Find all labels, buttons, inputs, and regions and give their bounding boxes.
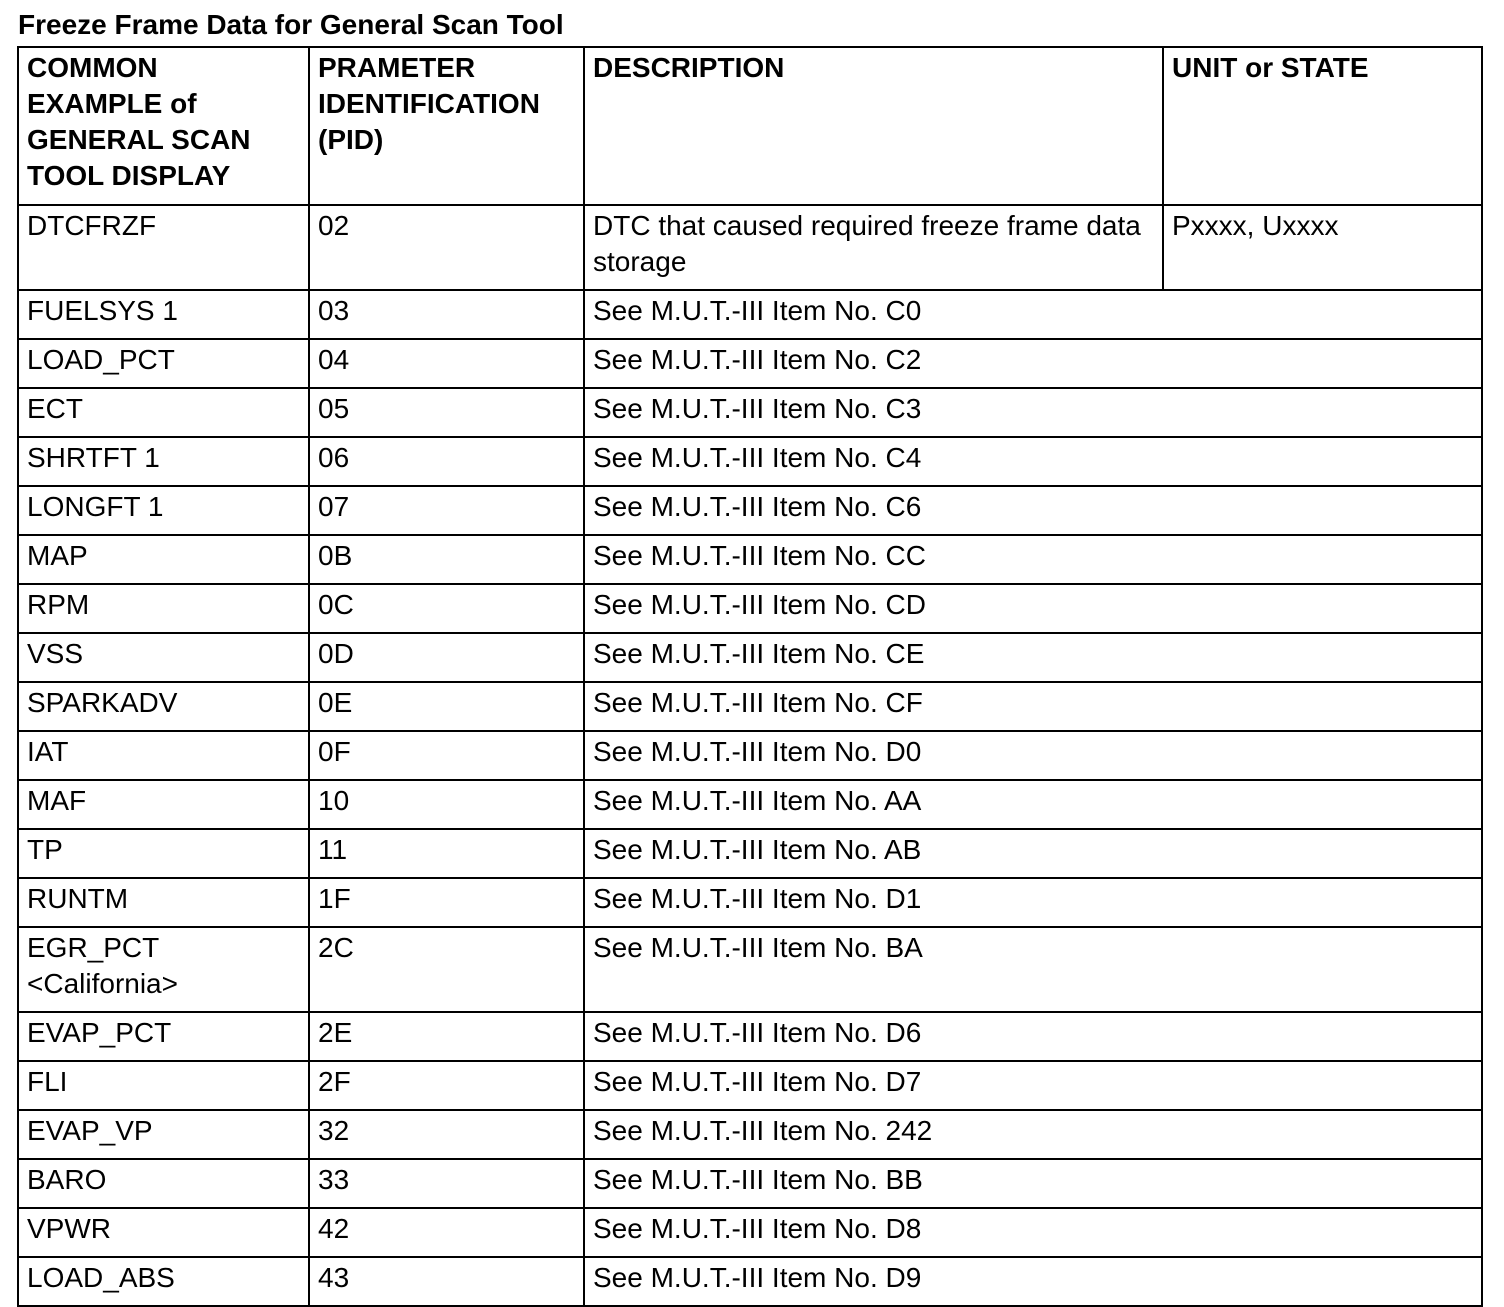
cell-description: See M.U.T.-III Item No. C0 <box>584 290 1482 339</box>
cell-pid: 2E <box>309 1012 584 1061</box>
table-row <box>18 878 1482 927</box>
cell-display: LOAD_ABS <box>18 1257 309 1306</box>
table-row <box>18 535 1482 584</box>
cell-display: BARO <box>18 1159 309 1208</box>
cell-pid: 1F <box>309 878 584 927</box>
cell-pid: 0F <box>309 731 584 780</box>
cell-pid: 0E <box>309 682 584 731</box>
cell-description: See M.U.T.-III Item No. D0 <box>584 731 1482 780</box>
table-row <box>18 1159 1482 1208</box>
cell-pid: 42 <box>309 1208 584 1257</box>
table-row <box>18 584 1482 633</box>
cell-pid: 2C <box>309 927 584 1012</box>
header-display: COMMON EXAMPLE of GENERAL SCAN TOOL DISPLAY <box>18 47 309 205</box>
header-pid: PRAMETER IDENTIFICATION (PID) <box>309 47 584 205</box>
cell-pid: 05 <box>309 388 584 437</box>
cell-description: See M.U.T.-III Item No. AB <box>584 829 1482 878</box>
cell-display: SPARKADV <box>18 682 309 731</box>
cell-display: RUNTM <box>18 878 309 927</box>
cell-pid: 11 <box>309 829 584 878</box>
table-row <box>18 927 1482 1012</box>
cell-description: See M.U.T.-III Item No. C4 <box>584 437 1482 486</box>
cell-pid: 02 <box>309 205 584 290</box>
cell-description: See M.U.T.-III Item No. BA <box>584 927 1482 1012</box>
cell-pid: 10 <box>309 780 584 829</box>
cell-description: See M.U.T.-III Item No. D8 <box>584 1208 1482 1257</box>
cell-display: LONGFT 1 <box>18 486 309 535</box>
cell-display: ECT <box>18 388 309 437</box>
table-row <box>18 486 1482 535</box>
cell-description: DTC that caused required freeze frame data storage <box>584 205 1163 290</box>
cell-description: See M.U.T.-III Item No. D1 <box>584 878 1482 927</box>
cell-pid: 04 <box>309 339 584 388</box>
table-row <box>18 1012 1482 1061</box>
cell-description: See M.U.T.-III Item No. CF <box>584 682 1482 731</box>
cell-pid: 03 <box>309 290 584 339</box>
table-row <box>18 780 1482 829</box>
cell-display: VPWR <box>18 1208 309 1257</box>
header-unit: UNIT or STATE <box>1163 47 1482 205</box>
cell-display: SHRTFT 1 <box>18 437 309 486</box>
cell-description: See M.U.T.-III Item No. 242 <box>584 1110 1482 1159</box>
cell-description: See M.U.T.-III Item No. D7 <box>584 1061 1482 1110</box>
cell-unit: Pxxxx, Uxxxx <box>1163 205 1482 290</box>
cell-pid: 43 <box>309 1257 584 1306</box>
cell-description: See M.U.T.-III Item No. CD <box>584 584 1482 633</box>
cell-pid: 32 <box>309 1110 584 1159</box>
cell-description: See M.U.T.-III Item No. BB <box>584 1159 1482 1208</box>
cell-pid: 0D <box>309 633 584 682</box>
table-row <box>18 437 1482 486</box>
table-row <box>18 1208 1482 1257</box>
table-row <box>18 829 1482 878</box>
cell-display: DTCFRZF <box>18 205 309 290</box>
table-row <box>18 205 1482 290</box>
cell-description: See M.U.T.-III Item No. D6 <box>584 1012 1482 1061</box>
cell-pid: 0B <box>309 535 584 584</box>
cell-pid: 33 <box>309 1159 584 1208</box>
table-row <box>18 731 1482 780</box>
table-row <box>18 290 1482 339</box>
page-title: Freeze Frame Data for General Scan Tool <box>18 9 564 40</box>
cell-description: See M.U.T.-III Item No. C2 <box>584 339 1482 388</box>
cell-pid: 2F <box>309 1061 584 1110</box>
cell-pid: 0C <box>309 584 584 633</box>
freeze-frame-table <box>17 46 1483 1307</box>
cell-display: LOAD_PCT <box>18 339 309 388</box>
cell-display: FUELSYS 1 <box>18 290 309 339</box>
table-row <box>18 1257 1482 1306</box>
cell-description: See M.U.T.-III Item No. CC <box>584 535 1482 584</box>
cell-description: See M.U.T.-III Item No. D9 <box>584 1257 1482 1306</box>
cell-display: RPM <box>18 584 309 633</box>
header-description: DESCRIPTION <box>584 47 1163 205</box>
table-header-row <box>18 47 1482 205</box>
table-row <box>18 1061 1482 1110</box>
table-row <box>18 682 1482 731</box>
cell-description: See M.U.T.-III Item No. CE <box>584 633 1482 682</box>
cell-pid: 06 <box>309 437 584 486</box>
cell-display: TP <box>18 829 309 878</box>
cell-display: EVAP_VP <box>18 1110 309 1159</box>
cell-display: EVAP_PCT <box>18 1012 309 1061</box>
cell-display: IAT <box>18 731 309 780</box>
table-row <box>18 339 1482 388</box>
cell-description: See M.U.T.-III Item No. AA <box>584 780 1482 829</box>
cell-pid: 07 <box>309 486 584 535</box>
cell-display: EGR_PCT <California> <box>18 927 309 1012</box>
cell-display: FLI <box>18 1061 309 1110</box>
table-row <box>18 1110 1482 1159</box>
cell-description: See M.U.T.-III Item No. C6 <box>584 486 1482 535</box>
cell-display: VSS <box>18 633 309 682</box>
table-row <box>18 388 1482 437</box>
cell-display: MAP <box>18 535 309 584</box>
cell-description: See M.U.T.-III Item No. C3 <box>584 388 1482 437</box>
table-row <box>18 633 1482 682</box>
cell-display: MAF <box>18 780 309 829</box>
